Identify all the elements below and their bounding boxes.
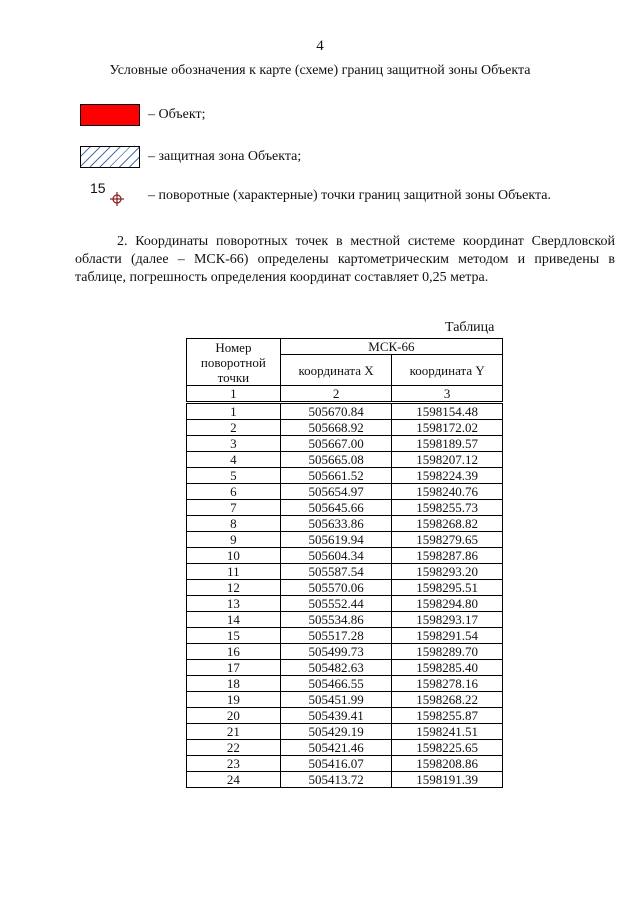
- table-row: [187, 532, 503, 548]
- cell-x: 505482.63: [280, 660, 392, 676]
- header-coordinate-system: МСК-66: [280, 339, 502, 355]
- cell-point-number: 7: [187, 500, 281, 516]
- cell-y: 1598291.54: [392, 628, 503, 644]
- cell-y: 1598189.57: [392, 436, 503, 452]
- cell-x: 505429.19: [280, 724, 392, 740]
- table-row: [187, 612, 503, 628]
- cell-point-number: 23: [187, 756, 281, 772]
- table-row: [187, 660, 503, 676]
- cell-point-number: 15: [187, 628, 281, 644]
- legend-item-object: [80, 103, 205, 127]
- cell-y: 1598208.86: [392, 756, 503, 772]
- cell-point-number: 24: [187, 772, 281, 788]
- cell-x: 505416.07: [280, 756, 392, 772]
- cell-point-number: 4: [187, 452, 281, 468]
- table-row: [187, 628, 503, 644]
- table-row: [187, 420, 503, 436]
- legend-item-protection-zone: [80, 145, 301, 169]
- table-row: [187, 724, 503, 740]
- table-row: [187, 580, 503, 596]
- column-number-row: [187, 386, 503, 403]
- cell-point-number: 17: [187, 660, 281, 676]
- table-row: [187, 708, 503, 724]
- cell-y: 1598287.86: [392, 548, 503, 564]
- crosshair-icon: [110, 192, 124, 206]
- legend-label-turning-points: – поворотные (характерные) точки границ защитной зоны Объекта.: [148, 188, 551, 203]
- cell-y: 1598289.70: [392, 644, 503, 660]
- table-row: [187, 548, 503, 564]
- cell-point-number: 6: [187, 484, 281, 500]
- cell-x: 505451.99: [280, 692, 392, 708]
- cell-point-number: 14: [187, 612, 281, 628]
- turning-point-number: 15: [90, 180, 106, 196]
- cell-y: 1598172.02: [392, 420, 503, 436]
- table-row: [187, 644, 503, 660]
- cell-y: 1598293.20: [392, 564, 503, 580]
- table-label: Таблица: [445, 320, 495, 335]
- legend-label-object: – Объект;: [148, 107, 206, 122]
- cell-y: 1598279.65: [392, 532, 503, 548]
- cell-y: 1598293.17: [392, 612, 503, 628]
- cell-y: 1598240.76: [392, 484, 503, 500]
- cell-x: 505654.97: [280, 484, 392, 500]
- table-row: [187, 452, 503, 468]
- table-row: [187, 772, 503, 788]
- legend-title: Условные обозначения к карте (схеме) границ защитной зоны Объекта: [109, 63, 531, 78]
- table-row: [187, 756, 503, 772]
- table-header-row: [187, 339, 503, 355]
- column-number: 1: [187, 386, 281, 403]
- cell-x: 505587.54: [280, 564, 392, 580]
- legend-label-protection-zone: – защитная зона Объекта;: [148, 149, 302, 164]
- table-body: [187, 403, 503, 788]
- cell-point-number: 20: [187, 708, 281, 724]
- cell-x: 505570.06: [280, 580, 392, 596]
- cell-x: 505619.94: [280, 532, 392, 548]
- table-row: [187, 468, 503, 484]
- cell-point-number: 18: [187, 676, 281, 692]
- cell-x: 505665.08: [280, 452, 392, 468]
- table-row: [187, 403, 503, 420]
- cell-point-number: 8: [187, 516, 281, 532]
- cell-x: 505667.00: [280, 436, 392, 452]
- cell-x: 505499.73: [280, 644, 392, 660]
- cell-y: 1598255.87: [392, 708, 503, 724]
- cell-x: 505421.46: [280, 740, 392, 756]
- cell-x: 505645.66: [280, 500, 392, 516]
- cell-x: 505413.72: [280, 772, 392, 788]
- cell-point-number: 19: [187, 692, 281, 708]
- cell-x: 505668.92: [280, 420, 392, 436]
- cell-x: 505552.44: [280, 596, 392, 612]
- cell-x: 505633.86: [280, 516, 392, 532]
- cell-x: 505534.86: [280, 612, 392, 628]
- cell-point-number: 9: [187, 532, 281, 548]
- cell-y: 1598207.12: [392, 452, 503, 468]
- cell-x: 505604.34: [280, 548, 392, 564]
- cell-point-number: 3: [187, 436, 281, 452]
- cell-x: 505517.28: [280, 628, 392, 644]
- paragraph-text: 2. Координаты поворотных точек в местной системе координат Свердловской области (далее – МСК-66) определены картометрическим методом и приведены в таблице, погрешность определения координат составляет 0,25 метра.: [75, 234, 615, 285]
- table-row: [187, 740, 503, 756]
- cell-point-number: 13: [187, 596, 281, 612]
- cell-y: 1598224.39: [392, 468, 503, 484]
- cell-point-number: 12: [187, 580, 281, 596]
- cell-y: 1598278.16: [392, 676, 503, 692]
- cell-point-number: 2: [187, 420, 281, 436]
- cell-y: 1598255.73: [392, 500, 503, 516]
- cell-point-number: 10: [187, 548, 281, 564]
- cell-x: 505661.52: [280, 468, 392, 484]
- cell-x: 505466.55: [280, 676, 392, 692]
- cell-point-number: 21: [187, 724, 281, 740]
- cell-point-number: 1: [187, 403, 281, 420]
- cell-y: 1598295.51: [392, 580, 503, 596]
- cell-y: 1598268.22: [392, 692, 503, 708]
- legend-item-turning-points: [80, 180, 551, 208]
- cell-y: 1598241.51: [392, 724, 503, 740]
- cell-y: 1598285.40: [392, 660, 503, 676]
- header-point-number: Номер поворотной точки: [187, 339, 281, 386]
- object-swatch: [80, 104, 140, 126]
- cell-x: 505439.41: [280, 708, 392, 724]
- table-row: [187, 596, 503, 612]
- cell-y: 1598154.48: [392, 403, 503, 420]
- cell-y: 1598294.80: [392, 596, 503, 612]
- table-row: [187, 676, 503, 692]
- page-number: 4: [316, 38, 324, 54]
- column-number: 2: [280, 386, 392, 403]
- table-row: [187, 692, 503, 708]
- header-y: координата Y: [392, 355, 503, 386]
- protection-zone-swatch: [80, 146, 140, 168]
- table-row: [187, 436, 503, 452]
- coordinates-table: [186, 338, 503, 788]
- cell-point-number: 11: [187, 564, 281, 580]
- table-row: [187, 564, 503, 580]
- cell-y: 1598225.65: [392, 740, 503, 756]
- cell-point-number: 5: [187, 468, 281, 484]
- coordinates-paragraph: [75, 233, 615, 287]
- cell-y: 1598191.39: [392, 772, 503, 788]
- cell-point-number: 22: [187, 740, 281, 756]
- cell-point-number: 16: [187, 644, 281, 660]
- table-row: [187, 500, 503, 516]
- column-number: 3: [392, 386, 503, 403]
- header-x: координата X: [280, 355, 392, 386]
- cell-y: 1598268.82: [392, 516, 503, 532]
- table-row: [187, 516, 503, 532]
- cell-x: 505670.84: [280, 403, 392, 420]
- turning-point-symbol: [80, 180, 140, 208]
- table-row: [187, 484, 503, 500]
